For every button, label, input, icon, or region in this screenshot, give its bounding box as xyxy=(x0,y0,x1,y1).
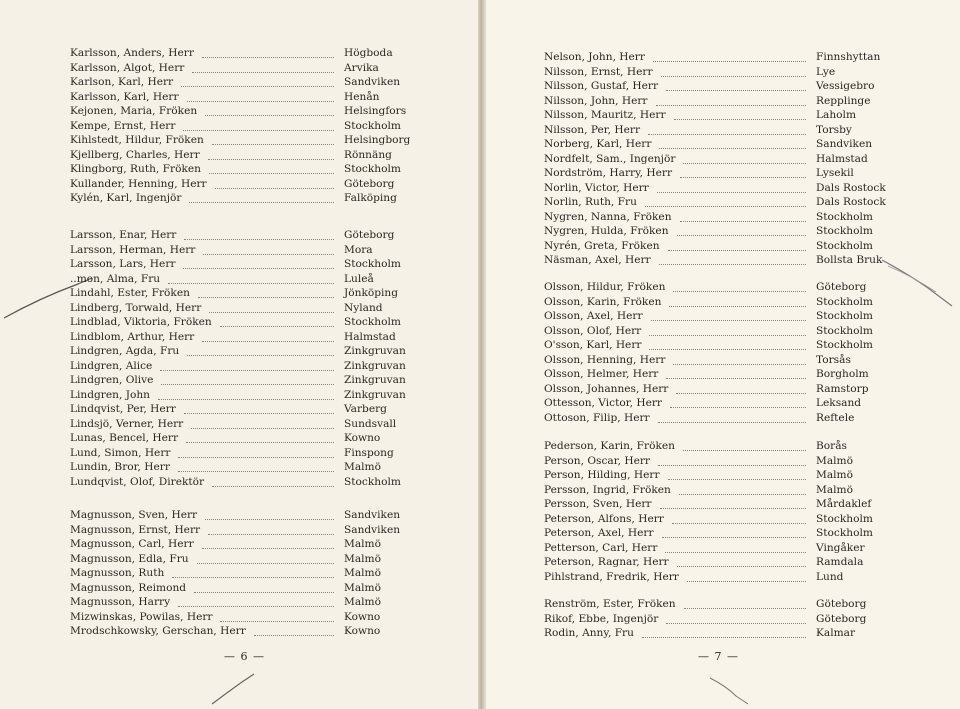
place-name: Göteborg xyxy=(344,229,395,241)
place-name: Halmstad xyxy=(344,331,396,343)
place-name: Finspong xyxy=(344,447,394,459)
place-name: Zinkgruvan xyxy=(344,345,406,357)
place-name: Ramdala xyxy=(816,556,864,568)
person-name: Mizwinskas, Powilas, Herr xyxy=(70,611,213,623)
place-name: Stockholm xyxy=(344,258,401,270)
dot-leader xyxy=(674,105,806,120)
place-name: Malmö xyxy=(344,538,381,550)
dot-leader xyxy=(666,609,806,624)
dot-leader xyxy=(659,134,806,149)
place-name: Helsingborg xyxy=(344,134,411,146)
person-name: Renström, Ester, Fröken xyxy=(544,598,676,610)
place-name: Stockholm xyxy=(816,513,873,525)
dot-leader xyxy=(683,149,806,164)
person-name: Olsson, Axel, Herr xyxy=(544,310,643,322)
person-name: Lindblom, Arthur, Herr xyxy=(70,331,195,343)
dot-leader xyxy=(680,163,806,178)
dot-leader xyxy=(683,436,806,451)
dot-leader xyxy=(679,480,806,495)
dot-leader xyxy=(192,58,334,73)
dot-leader xyxy=(161,370,334,385)
place-name: Högboda xyxy=(344,47,393,59)
dot-leader xyxy=(254,621,334,636)
dot-leader xyxy=(677,221,806,236)
place-name: Repplinge xyxy=(816,95,871,107)
person-name: Person, Oscar, Herr xyxy=(544,455,650,467)
place-name: Halmstad xyxy=(816,153,868,165)
place-name: Malmö xyxy=(344,553,381,565)
place-name: Ramstorp xyxy=(816,383,869,395)
pencil-stroke-mark xyxy=(706,672,756,709)
person-name: Olsson, Henning, Herr xyxy=(544,354,666,366)
person-name: Olsson, Karin, Fröken xyxy=(544,296,662,308)
person-name: Kempe, Ernst, Herr xyxy=(70,120,176,132)
place-name: Sandviken xyxy=(344,76,401,88)
dot-leader xyxy=(183,116,334,131)
person-name: Karlsson, Anders, Herr xyxy=(70,47,194,59)
place-name: Malmö xyxy=(816,469,853,481)
place-name: Stockholm xyxy=(816,325,873,337)
person-name: Persson, Ingrid, Fröken xyxy=(544,484,671,496)
person-name: Lindgren, Alice xyxy=(70,360,153,372)
person-name: Olsson, Helmer, Herr xyxy=(544,368,659,380)
dot-leader xyxy=(209,159,334,174)
place-name: Malmö xyxy=(344,461,381,473)
person-name: Karlsson, Algot, Herr xyxy=(70,62,185,74)
person-name: Nygren, Hulda, Fröken xyxy=(544,225,669,237)
list-item xyxy=(0,610,478,624)
dot-leader xyxy=(187,87,334,102)
dot-leader xyxy=(670,393,806,408)
person-name: Kjellberg, Charles, Herr xyxy=(70,149,200,161)
dot-leader xyxy=(649,335,806,350)
person-name: Peterson, Axel, Herr xyxy=(544,527,654,539)
person-name: Magnusson, Carl, Herr xyxy=(70,538,194,550)
place-name: Nyland xyxy=(344,302,383,314)
place-name: Stockholm xyxy=(344,120,401,132)
dot-leader xyxy=(666,76,806,91)
person-name: Nilsson, John, Herr xyxy=(544,95,648,107)
place-name: Mårdaklef xyxy=(816,498,872,510)
place-name: Reftele xyxy=(816,412,855,424)
place-name: Kowno xyxy=(344,611,381,623)
dot-leader xyxy=(178,592,334,607)
dot-leader xyxy=(653,47,806,62)
dot-leader xyxy=(668,236,806,251)
dot-leader xyxy=(665,538,806,553)
place-name: Göteborg xyxy=(816,613,867,625)
person-name: Nilsson, Per, Herr xyxy=(544,124,641,136)
right-page xyxy=(486,0,960,709)
left-page xyxy=(0,0,478,709)
place-name: Stockholm xyxy=(344,316,401,328)
place-name: Henån xyxy=(344,91,380,103)
person-name: Nilsson, Gustaf, Herr xyxy=(544,80,659,92)
page-number: — 7 — xyxy=(698,650,739,663)
person-name: Nygren, Nanna, Fröken xyxy=(544,211,672,223)
dot-leader xyxy=(676,379,806,394)
dot-leader xyxy=(684,594,806,609)
place-name: Zinkgruvan xyxy=(344,389,406,401)
dot-leader xyxy=(158,385,334,400)
place-name: Stockholm xyxy=(344,163,401,175)
person-name: Petterson, Carl, Herr xyxy=(544,542,658,554)
person-name: Nelson, John, Herr xyxy=(544,51,645,63)
dot-leader xyxy=(687,567,806,582)
dot-leader xyxy=(198,283,334,298)
place-name: Torsås xyxy=(816,354,851,366)
pencil-stroke-mark xyxy=(206,668,266,708)
person-name: Lindsjö, Verner, Herr xyxy=(70,418,184,430)
book-gutter xyxy=(478,0,486,709)
place-name: Falköping xyxy=(344,192,397,204)
dot-leader xyxy=(220,607,334,622)
dot-leader xyxy=(178,443,334,458)
place-name: Kalmar xyxy=(816,627,856,639)
place-name: Jönköping xyxy=(344,287,399,299)
dot-leader xyxy=(168,269,334,284)
person-name: Lundin, Bror, Herr xyxy=(70,461,170,473)
person-name: Peterson, Ragnar, Herr xyxy=(544,556,669,568)
dot-leader xyxy=(649,321,806,336)
place-name: Luleå xyxy=(344,273,374,285)
place-name: Borås xyxy=(816,440,847,452)
person-name: Lindblad, Viktoria, Fröken xyxy=(70,316,212,328)
dot-leader xyxy=(658,408,806,423)
person-name: Rodin, Anny, Fru xyxy=(544,627,634,639)
person-name: Magnusson, Ruth xyxy=(70,567,165,579)
person-name: Kihlstedt, Hildur, Fröken xyxy=(70,134,204,146)
person-name: Olsson, Hildur, Fröken xyxy=(544,281,666,293)
person-name: Magnusson, Sven, Herr xyxy=(70,509,198,521)
person-name: Rikof, Ebbe, Ingenjör xyxy=(544,613,659,625)
person-name: Nyrén, Greta, Fröken xyxy=(544,240,660,252)
place-name: Göteborg xyxy=(816,598,867,610)
dot-leader xyxy=(672,509,806,524)
dot-leader xyxy=(677,552,806,567)
dot-leader xyxy=(187,341,334,356)
dot-leader xyxy=(662,523,806,538)
place-name: Helsingfors xyxy=(344,105,407,117)
place-name: Malmö xyxy=(816,455,853,467)
person-name: Olsson, Olof, Herr xyxy=(544,325,642,337)
place-name: Stockholm xyxy=(816,339,873,351)
dot-leader xyxy=(642,623,806,638)
list-item xyxy=(0,624,478,638)
person-name: Nilsson, Ernst, Herr xyxy=(544,66,653,78)
place-name: Laholm xyxy=(816,109,856,121)
dot-leader xyxy=(209,298,334,313)
person-name: Magnusson, Ernst, Herr xyxy=(70,524,201,536)
person-name: Olsson, Johannes, Herr xyxy=(544,383,669,395)
place-name: Stockholm xyxy=(816,527,873,539)
dot-leader xyxy=(648,120,806,135)
person-name: O'sson, Karl, Herr xyxy=(544,339,642,351)
person-name: Larsson, Herman, Herr xyxy=(70,244,196,256)
person-name: Näsman, Axel, Herr xyxy=(544,254,651,266)
dot-leader xyxy=(212,472,334,487)
person-name: Norberg, Karl, Herr xyxy=(544,138,652,150)
person-name: Magnusson, Harry xyxy=(70,596,171,608)
place-name: Rönnäng xyxy=(344,149,392,161)
person-name: Karlson, Karl, Herr xyxy=(70,76,174,88)
dot-leader xyxy=(194,578,334,593)
place-name: Vessigebro xyxy=(816,80,875,92)
dot-leader xyxy=(645,192,806,207)
dot-leader xyxy=(651,306,806,321)
person-name: Peterson, Alfons, Herr xyxy=(544,513,664,525)
dot-leader xyxy=(657,178,806,193)
dot-leader xyxy=(659,250,806,265)
person-name: Lunas, Bencel, Herr xyxy=(70,432,179,444)
person-name: Lund, Simon, Herr xyxy=(70,447,171,459)
person-name: Kylén, Karl, Ingenjör xyxy=(70,192,182,204)
person-name: Nordström, Harry, Herr xyxy=(544,167,673,179)
person-name: Karlsson, Karl, Herr xyxy=(70,91,179,103)
dot-leader xyxy=(208,145,334,160)
place-name: Torsby xyxy=(816,124,852,136)
dot-leader xyxy=(666,364,806,379)
person-name: Persson, Sven, Herr xyxy=(544,498,652,510)
place-name: Sandviken xyxy=(344,524,401,536)
dot-leader xyxy=(212,130,334,145)
person-name: Norlin, Victor, Herr xyxy=(544,182,649,194)
list-item xyxy=(486,253,960,267)
dot-leader xyxy=(680,207,806,222)
person-name: Nilsson, Mauritz, Herr xyxy=(544,109,666,121)
list-item xyxy=(486,570,960,584)
dot-leader xyxy=(184,225,334,240)
person-name: Ottoson, Filip, Herr xyxy=(544,412,650,424)
person-name: Lindqvist, Per, Herr xyxy=(70,403,176,415)
person-name: Mrodschkowsky, Gerschan, Herr xyxy=(70,625,246,637)
person-name: Kejonen, Maria, Fröken xyxy=(70,105,198,117)
place-name: Kowno xyxy=(344,625,381,637)
person-name: Magnusson, Reimond xyxy=(70,582,187,594)
place-name: Bollsta Bruk xyxy=(816,254,883,266)
dot-leader xyxy=(178,457,334,472)
person-name: Larsson, Lars, Herr xyxy=(70,258,176,270)
person-name: Larsson, Enar, Herr xyxy=(70,229,177,241)
place-name: Stockholm xyxy=(816,211,873,223)
dot-leader xyxy=(220,312,334,327)
person-name: Nordfelt, Sam., Ingenjör xyxy=(544,153,676,165)
place-name: Leksand xyxy=(816,397,862,409)
place-name: Lye xyxy=(816,66,836,78)
place-name: Vingåker xyxy=(816,542,865,554)
dot-leader xyxy=(215,174,334,189)
place-name: Lysekil xyxy=(816,167,854,179)
page-number: — 6 — xyxy=(224,650,265,663)
dot-leader xyxy=(656,91,806,106)
place-name: Sundsvall xyxy=(344,418,397,430)
dot-leader xyxy=(203,240,334,255)
place-name: Sandviken xyxy=(344,509,401,521)
person-name: Person, Hilding, Herr xyxy=(544,469,660,481)
dot-leader xyxy=(197,549,334,564)
place-name: Mora xyxy=(344,244,373,256)
person-name: ..mon, Alma, Fru xyxy=(70,273,161,285)
place-name: Malmö xyxy=(344,596,381,608)
person-name: Lindgren, Agda, Fru xyxy=(70,345,180,357)
place-name: Stockholm xyxy=(344,476,401,488)
dot-leader xyxy=(669,292,806,307)
dot-leader xyxy=(202,43,334,58)
dot-leader xyxy=(183,254,334,269)
list-item xyxy=(486,626,960,640)
dot-leader xyxy=(673,350,806,365)
list-item xyxy=(0,191,478,205)
dot-leader xyxy=(191,414,334,429)
place-name: Stockholm xyxy=(816,240,873,252)
place-name: Dals Rostock xyxy=(816,196,886,208)
person-name: Lindgren, John xyxy=(70,389,150,401)
person-name: Kullander, Henning, Herr xyxy=(70,178,207,190)
place-name: Zinkgruvan xyxy=(344,374,406,386)
person-name: Lindahl, Ester, Fröken xyxy=(70,287,190,299)
place-name: Sandviken xyxy=(816,138,873,150)
dot-leader xyxy=(189,188,334,203)
person-name: Lindberg, Torwald, Herr xyxy=(70,302,202,314)
person-name: Klingborg, Ruth, Fröken xyxy=(70,163,201,175)
list-item xyxy=(486,411,960,425)
dot-leader xyxy=(660,494,806,509)
dot-leader xyxy=(172,563,334,578)
dot-leader xyxy=(668,465,806,480)
dot-leader xyxy=(205,505,334,520)
place-name: Stockholm xyxy=(816,310,873,322)
person-name: Norlin, Ruth, Fru xyxy=(544,196,637,208)
dot-leader xyxy=(661,62,806,77)
dot-leader xyxy=(186,428,334,443)
place-name: Malmö xyxy=(344,567,381,579)
place-name: Arvika xyxy=(344,62,379,74)
dot-leader xyxy=(181,72,334,87)
list-item xyxy=(0,475,478,489)
place-name: Zinkgruvan xyxy=(344,360,406,372)
person-name: Pihlstrand, Fredrik, Herr xyxy=(544,571,679,583)
dot-leader xyxy=(202,534,334,549)
place-name: Dals Rostock xyxy=(816,182,886,194)
place-name: Lund xyxy=(816,571,844,583)
person-name: Magnusson, Edla, Fru xyxy=(70,553,189,565)
dot-leader xyxy=(673,277,806,292)
place-name: Finnshyttan xyxy=(816,51,881,63)
person-name: Lindgren, Olive xyxy=(70,374,154,386)
place-name: Malmö xyxy=(344,582,381,594)
place-name: Göteborg xyxy=(344,178,395,190)
dot-leader xyxy=(160,356,334,371)
dot-leader xyxy=(208,520,334,535)
dot-leader xyxy=(202,327,334,342)
dot-leader xyxy=(658,451,806,466)
person-name: Ottesson, Victor, Herr xyxy=(544,397,662,409)
person-name: Lundqvist, Olof, Direktör xyxy=(70,476,205,488)
dot-leader xyxy=(184,399,334,414)
place-name: Kowno xyxy=(344,432,381,444)
place-name: Varberg xyxy=(344,403,387,415)
person-name: Pederson, Karin, Fröken xyxy=(544,440,675,452)
place-name: Malmö xyxy=(816,484,853,496)
place-name: Borgholm xyxy=(816,368,869,380)
place-name: Stockholm xyxy=(816,225,873,237)
dot-leader xyxy=(205,101,334,116)
place-name: Stockholm xyxy=(816,296,873,308)
place-name: Göteborg xyxy=(816,281,867,293)
